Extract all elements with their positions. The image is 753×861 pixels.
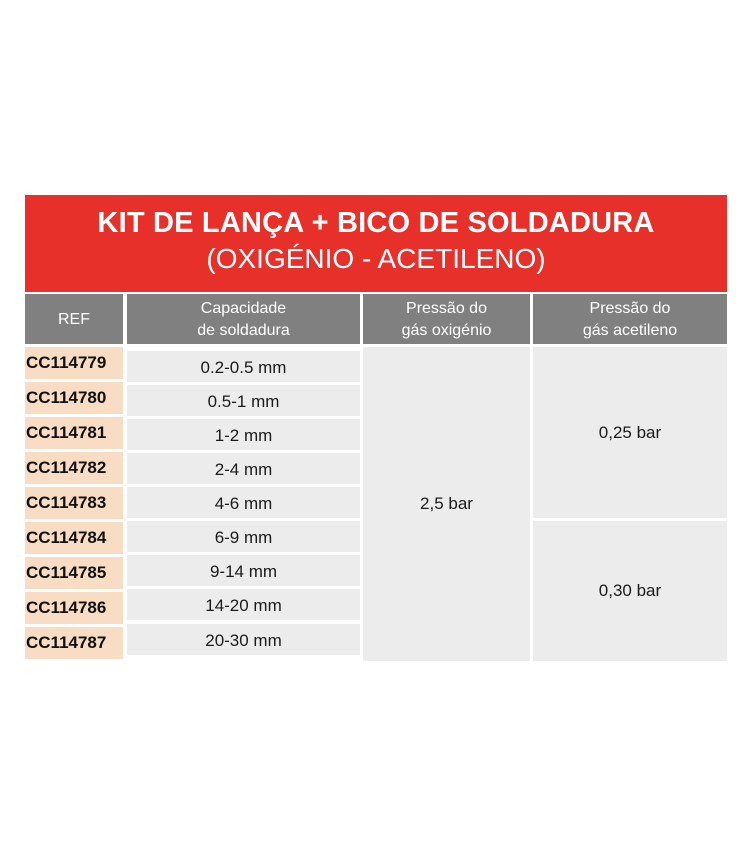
capacity-cell: 0.2-0.5 mm xyxy=(127,351,360,382)
header-acetylene-label: Pressão do gás acetileno xyxy=(582,300,678,339)
ref-cell: CC114780 xyxy=(25,382,123,414)
acetylene-pressure-cell-group1 xyxy=(533,347,727,518)
ref-cell: CC114785 xyxy=(25,557,123,589)
capacity-cell: 1-2 mm xyxy=(127,419,360,450)
ref-cell: CC114786 xyxy=(25,592,123,624)
capacity-cell: 4-6 mm xyxy=(127,487,360,518)
ref-cell: CC114779 xyxy=(25,347,123,379)
header-acetylene-pressure xyxy=(533,294,727,344)
acetylene-pressure-value: 0,30 bar xyxy=(598,581,662,600)
table-title-banner xyxy=(25,195,727,292)
header-oxygen-pressure xyxy=(363,294,530,344)
ref-cell: CC114782 xyxy=(25,452,123,484)
oxygen-pressure-cell xyxy=(363,347,530,661)
capacity-cell: 2-4 mm xyxy=(127,453,360,484)
acetylene-pressure-cell-group2 xyxy=(533,521,727,661)
capacity-cell: 0.5-1 mm xyxy=(127,385,360,416)
oxygen-pressure-value: 2,5 bar xyxy=(420,494,473,513)
header-oxygen-label: Pressão do gás oxigénio xyxy=(401,300,492,339)
header-ref xyxy=(25,294,123,344)
ref-cell: CC114784 xyxy=(25,522,123,554)
acetylene-pressure-value: 0,25 bar xyxy=(598,422,662,442)
table-subtitle: (OXIGÉNIO - ACETILENO) xyxy=(206,243,546,274)
header-capacity-label: Capacidade de soldadura xyxy=(197,300,290,339)
capacity-cell: 20-30 mm xyxy=(127,624,360,655)
ref-cell: CC114787 xyxy=(25,627,123,659)
capacity-cell: 9-14 mm xyxy=(127,555,360,586)
ref-cell: CC114783 xyxy=(25,487,123,519)
capacity-cell: 6-9 mm xyxy=(127,521,360,552)
ref-cell: CC114781 xyxy=(25,417,123,449)
header-capacity xyxy=(127,294,360,344)
header-ref-label: REF xyxy=(58,311,90,328)
capacity-cell: 14-20 mm xyxy=(127,589,360,620)
table-title: KIT DE LANÇA + BICO DE SOLDADURA xyxy=(97,207,655,239)
